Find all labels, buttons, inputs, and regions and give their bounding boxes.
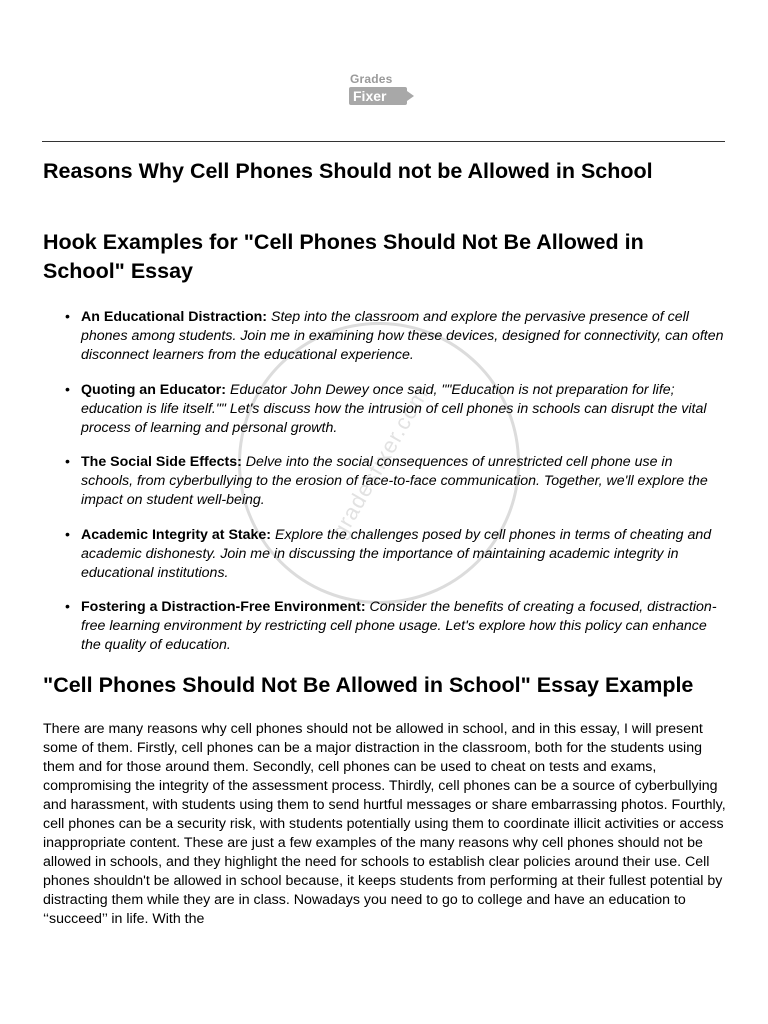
essay-paragraph: There are many reasons why cell phones should not be allowed in school, and in this essay, I will present some of them. Firstly, cell phones can be a major distraction in the classroom, both for the students using them and for those around them. Secondly, cell phones can be used to cheat on tests and exams, compromising the integrity of the assessment process. Thirdly, cell phones can be a source of cyberbullying and harassment, with students using them to send hurtful messages or share embarrassing photos. Fourthly, cell phones can be a security risk, with students potentially using them to coordinate illicit activities or access inappropriate content. These are just a few examples of the many reasons why cell phones should not be allowed in schools, and they highlight the need for schools to establish clear policies around their use. Cell phones shouldn't be allowed in school because, it keeps students from performing at their fullest potential by distracting them while they are in class. Nowadays you need to go to college and have an education to ‘‘succeed’’ in life. With the <box>43 720 726 927</box>
logo-text-fixer: Fixer <box>353 88 387 104</box>
bullet-icon: • <box>65 454 70 470</box>
list-item <box>43 453 728 510</box>
hook-title: The Social Side Effects: <box>81 454 242 470</box>
bullet-icon: • <box>65 599 70 615</box>
hook-text: Delve into the social consequences of unrestricted cell phone use in schools, from cyberbullying to the erosion of face-to-face communication. Together, we'll explore the impact on student well-being. <box>81 454 708 508</box>
list-item <box>43 308 728 365</box>
hook-title: Fostering a Distraction-Free Environment: <box>81 599 366 615</box>
logo-text-grades: Grades <box>350 72 393 86</box>
page-title: Reasons Why Cell Phones Should not be Allowed in School <box>43 159 653 183</box>
hooks-heading: Hook Examples for "Cell Phones Should Not Be Allowed in School" Essay <box>43 230 644 283</box>
list-item <box>43 598 728 655</box>
document-body <box>43 157 728 929</box>
header-divider <box>42 141 725 142</box>
hook-text: Step into the classroom and explore the pervasive presence of cell phones among students. Join me in examining how these devices, designed for connectivity, can often disconnect learners from the educational experience. <box>81 309 724 363</box>
list-item <box>43 526 728 583</box>
hook-text: Educator John Dewey once said, ""Education is not preparation for life; education is life itself."" Let's discuss how the intrusion of cell phones in schools can disrupt the vital process of learning and personal growth. <box>81 381 707 436</box>
logo-badge <box>349 87 407 105</box>
bullet-icon: • <box>65 526 70 543</box>
watermark-text: gradesfixer.com <box>326 382 433 543</box>
logo-arrow-icon <box>407 91 414 101</box>
hook-text: Consider the benefits of creating a focused, distraction-free learning environment by restricting cell phone usage. Let's explore how this policy can enhance the quality of education. <box>81 599 717 653</box>
gradesfixer-logo[interactable] <box>349 72 421 106</box>
list-item <box>43 381 728 438</box>
bullet-icon: • <box>65 309 70 325</box>
hook-title: An Educational Distraction: <box>81 309 268 325</box>
hook-title: Academic Integrity at Stake: <box>81 526 272 543</box>
bullet-icon: • <box>65 381 70 398</box>
hook-text: Explore the challenges posed by cell phones in terms of cheating and academic dishonesty. Join me in discussing the importance of maintaining academic integrity in educational institutions. <box>81 526 712 581</box>
hook-title: Quoting an Educator: <box>81 381 227 398</box>
essay-heading: "Cell Phones Should Not Be Allowed in School" Essay Example <box>43 672 694 697</box>
hooks-list <box>43 308 728 655</box>
